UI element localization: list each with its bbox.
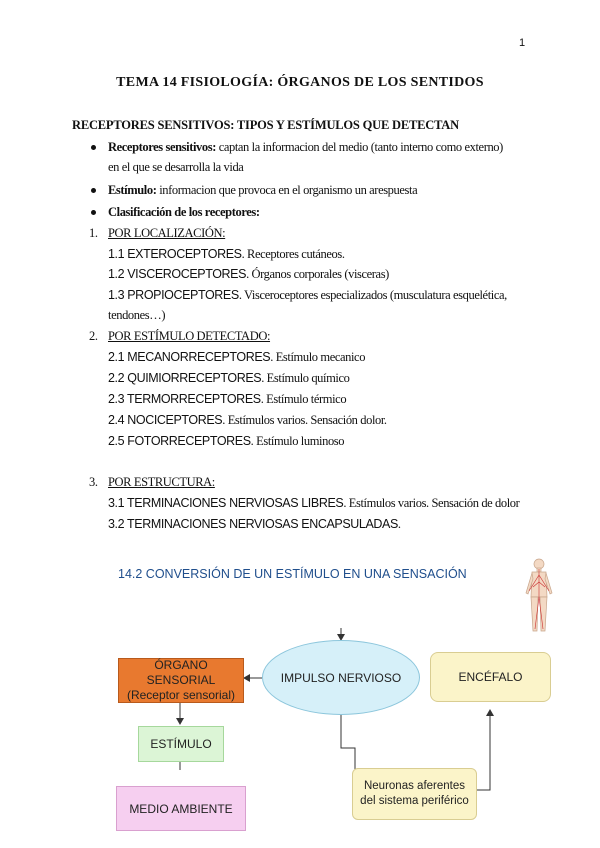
bullet-term: Receptores sensitivos: xyxy=(108,140,216,154)
item-name: 3.2 TERMINACIONES NERVIOSAS ENCAPSULADAS xyxy=(108,517,398,531)
item-desc: . Estímulos varios. Sensación dolor. xyxy=(222,413,387,427)
item-name: 1.3 PROPIOCEPTORES xyxy=(108,288,239,302)
impulso-label: IMPULSO NERVIOSO xyxy=(280,670,402,685)
item-name: 2.4 NOCICEPTORES xyxy=(108,413,223,427)
section-number: 1. xyxy=(89,226,98,240)
item-desc: . Estímulos varios. Sensación de dolor xyxy=(343,496,520,510)
organo-line2: (Receptor sensorial) xyxy=(126,688,236,702)
item-desc: . Estímulo luminoso xyxy=(250,434,345,448)
bullet-term: Clasificación de los receptores: xyxy=(108,205,260,219)
item-name: 2.3 TERMORRECEPTORES xyxy=(108,392,261,406)
item-desc: . Estímulo mecanico xyxy=(270,350,366,364)
neuronas-line2: del sistema periférico xyxy=(360,795,469,807)
encefalo-label: ENCÉFALO xyxy=(458,670,523,684)
impulso-nervioso-ellipse xyxy=(262,640,420,715)
organo-sensorial-box xyxy=(118,658,244,703)
section-number: 2. xyxy=(89,329,98,343)
neuronas-aferentes-box xyxy=(352,768,477,820)
estimulo-box xyxy=(138,726,224,762)
section-heading-estructura: POR ESTRUCTURA: xyxy=(108,475,215,489)
list-item-cont: tendones…) xyxy=(108,308,166,322)
medio-ambiente-box xyxy=(116,786,246,831)
document-title: TEMA 14 FISIOLOGÍA: ÓRGANOS DE LOS SENTIDOS xyxy=(116,75,484,90)
diagram-title: 14.2 CONVERSIÓN DE UN ESTÍMULO EN UNA SENSACIÓN xyxy=(118,567,467,581)
organo-line1: ÓRGANO SENSORIAL xyxy=(146,658,216,687)
item-name: 2.2 QUIMIORRECEPTORES xyxy=(108,371,262,385)
bullet-term: Estímulo: xyxy=(108,183,157,197)
item-desc: . xyxy=(397,517,401,531)
encefalo-box xyxy=(430,652,551,702)
bullet-receptores-cont: en el que se desarrolla la vida xyxy=(108,160,244,174)
bullet-text: informacion que provoca en el organismo un arespuesta xyxy=(156,183,418,197)
item-name: 1.2 VISCEROCEPTORES xyxy=(108,267,247,281)
item-name: 1.1 EXTEROCEPTORES xyxy=(108,247,242,261)
section-heading-localizacion: POR LOCALIZACIÓN: xyxy=(108,226,226,240)
section-heading-estimulo: POR ESTÍMULO DETECTADO: xyxy=(108,329,271,343)
section-subtitle: RECEPTORES SENSITIVOS: TIPOS Y ESTÍMULOS QUE DETECTAN xyxy=(72,118,459,132)
medio-label: MEDIO AMBIENTE xyxy=(129,801,233,816)
item-desc: . Estímulo térmico xyxy=(260,392,347,406)
item-desc: . Estímulo químico xyxy=(261,371,350,385)
bullet-text: captan la informacion del medio (tanto interno como externo) xyxy=(215,140,503,154)
item-desc: . Órganos corporales (visceras) xyxy=(246,267,389,281)
page-number: 1 xyxy=(519,37,526,49)
item-desc: . Visceroceptores especializados (musculatura esquelética, xyxy=(238,288,507,302)
estimulo-label: ESTÍMULO xyxy=(150,737,212,751)
item-name: 3.1 TERMINACIONES NERVIOSAS LIBRES xyxy=(108,496,344,510)
section-number: 3. xyxy=(89,475,98,489)
item-name: 2.1 MECANORRECEPTORES xyxy=(108,350,271,364)
neuronas-line1: Neuronas aferentes xyxy=(363,780,465,793)
item-desc: . Receptores cutáneos. xyxy=(241,247,345,261)
item-name: 2.5 FOTORRECEPTORES xyxy=(108,434,251,448)
